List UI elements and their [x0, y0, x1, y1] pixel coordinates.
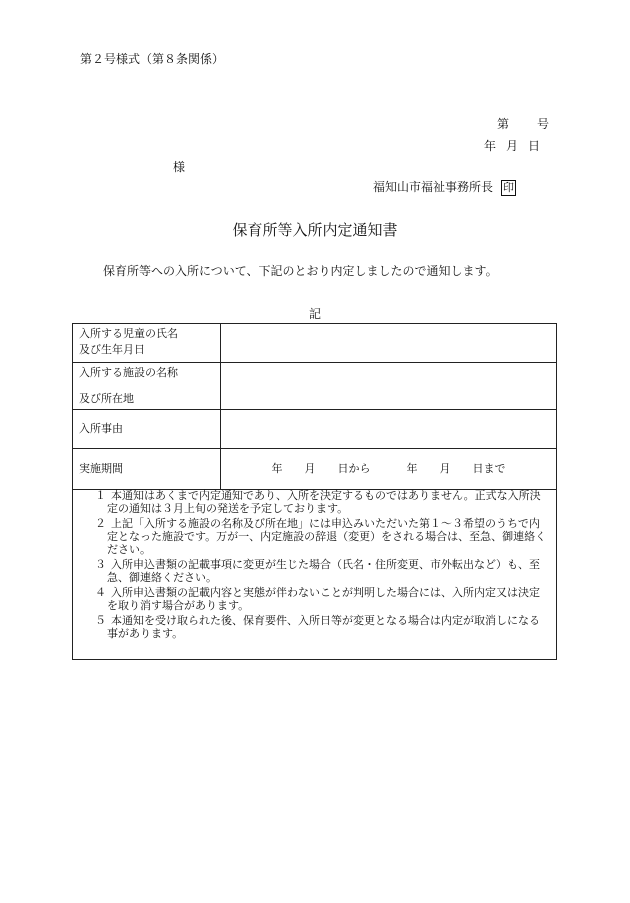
ki-marker: 記 [308, 307, 321, 321]
form-number-label: 第２号様式（第８条関係） [80, 52, 225, 66]
note-item [95, 517, 548, 556]
note-text: 上記「入所する施設の名称及び所在地」には申込みいただいた第１～３希望のうちで内定となった施設です。万が一、内定施設の辞退（変更）をされる場合は、至急、御連絡ください。 [107, 517, 547, 556]
doc-no-suffix: 号 [537, 117, 550, 131]
label-line: 入所する施設の名称 [79, 366, 178, 379]
label-line: 及び生年月日 [79, 343, 145, 356]
period-year-2: 年 [406, 462, 418, 475]
addressee-honorific: 様 [173, 160, 186, 174]
placement-table [72, 323, 557, 490]
document-number [497, 115, 549, 132]
document-date [484, 137, 540, 154]
period-month-1: 月 [304, 462, 316, 475]
note-number: ４ [95, 586, 106, 599]
period-year-1: 年 [271, 462, 283, 475]
note-item [95, 489, 548, 515]
table-row [73, 410, 557, 449]
note-number: １ [95, 489, 106, 502]
note-text: 入所申込書類の記載内容と実態が伴わないことが判明した場合には、入所内定又は決定を取り消す場合があります。 [107, 586, 540, 612]
doc-no-prefix: 第 [497, 117, 510, 131]
period-month-2: 月 [439, 462, 451, 475]
note-text: 入所申込書類の記載事項に変更が生じた場合（氏名・住所変更、市外転出など）も、至急、御連絡ください。 [107, 558, 540, 584]
table-row [73, 363, 557, 410]
note-item [95, 586, 548, 612]
period-field [221, 449, 557, 490]
child-name-field [221, 324, 557, 363]
reason-label: 入所事由 [73, 410, 221, 449]
note-text: 本通知を受け取られた後、保育要件、入所日等が変更となる場合は内定が取消しになる事があります。 [107, 614, 540, 640]
table-row [73, 324, 557, 363]
notes-box [72, 485, 557, 660]
document-title: 保育所等入所内定通知書 [232, 221, 398, 239]
seal-mark: 印 [503, 181, 515, 194]
label-line: 入所する児童の氏名 [79, 327, 178, 340]
note-item [95, 558, 548, 584]
facility-label [73, 363, 221, 410]
reason-field [221, 410, 557, 449]
note-number: ５ [95, 614, 106, 627]
note-number: ２ [95, 517, 106, 530]
note-text: 本通知はあくまで内定通知であり、入所を決定するものではありません。正式な入所決定の通知は３月上旬の発送を予定しております。 [107, 489, 541, 515]
table-row [73, 449, 557, 490]
period-from: 日から [337, 462, 371, 475]
period-until: 日まで [472, 462, 506, 475]
date-month: 月 [506, 139, 519, 153]
note-item [95, 614, 548, 640]
note-number: ３ [95, 558, 106, 571]
issuer-block [373, 178, 516, 196]
child-name-label [73, 324, 221, 363]
issuer-name: 福知山市福祉事務所長 [373, 180, 494, 194]
date-day: 日 [528, 139, 541, 153]
facility-field [221, 363, 557, 410]
intro-text: 保育所等への入所について、下記のとおり内定しましたので通知します。 [103, 264, 498, 278]
date-year: 年 [484, 139, 497, 153]
period-label: 実施期間 [73, 449, 221, 490]
label-line: 及び所在地 [79, 392, 134, 405]
